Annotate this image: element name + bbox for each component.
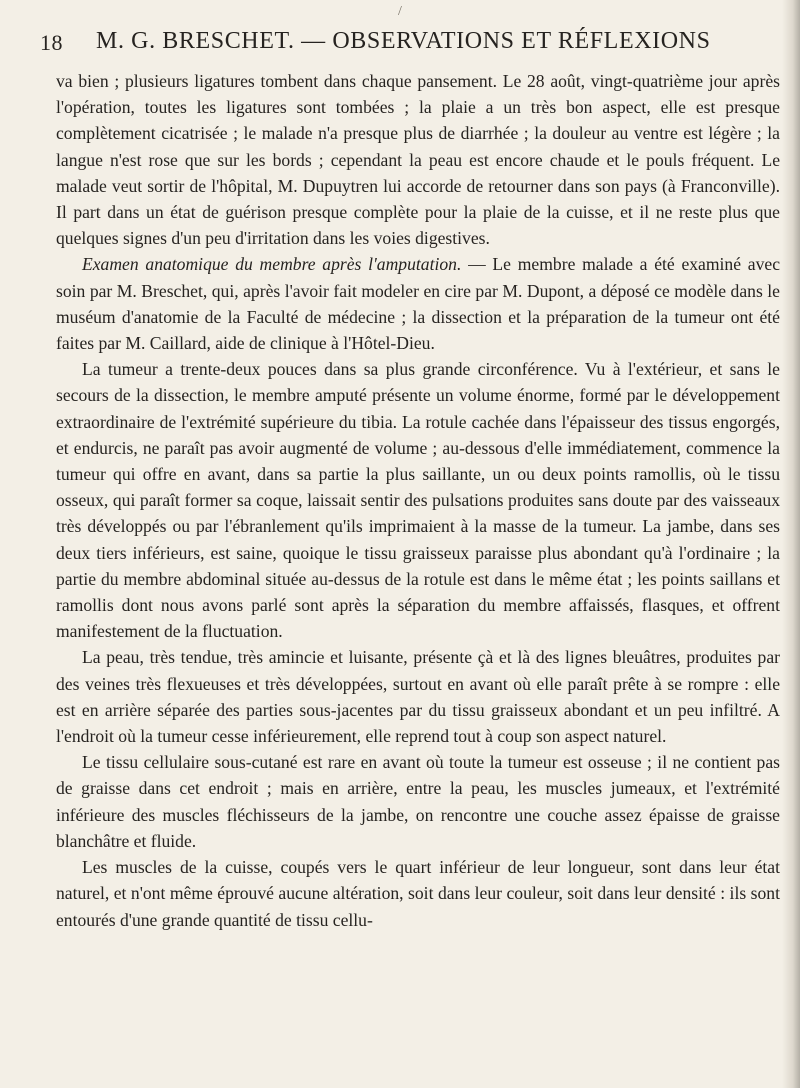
paragraph-4 xyxy=(56,644,780,749)
paragraph-2-text: — Le membre malade a été examiné avec soin par M. Breschet, qui, après l'avoir fait modeler en cire par M. Dupont, a déposé ce modèle dans le muséum d'anatomie de la Faculté de médecine ; la dissection et la préparation de la tumeur ont été faites par M. Caillard, aide de clinique à l'Hôtel-Dieu. xyxy=(56,254,781,354)
page-number: 18 xyxy=(40,30,63,55)
paragraph-1-text: va bien ; plusieurs ligatures tombent dans chaque pansement. Le 28 août, vingt-quatrième jour après l'opération, toutes les ligatures sont tombées ; la plaie a un très bon aspect, elle est presque complètement cicatrisée ; le malade n'a presque plus de diarrhée ; la douleur au ventre est légère ; la langue n'est rose que sur les bords ; cependant la peau est encore chaude et le pouls fréquent. Le malade veut sortir de l'hôpital, M. Dupuytren lui accorde de retourner dans son pays (à Franconville). Il part dans un état de guérison presque complète pour la plaie de la cuisse, et il ne reste plus que quelques signes d'un peu d'irritation dans les voies digestives. xyxy=(56,71,780,249)
paragraph-2 xyxy=(56,251,780,356)
top-mark: / xyxy=(398,4,402,19)
header-title: M. G. BRESCHET. — OBSERVATIONS ET RÉFLEXIONS xyxy=(96,28,711,54)
paragraph-5 xyxy=(56,749,780,854)
paragraph-6-text: Les muscles de la cuisse, coupés vers le quart inférieur de leur longueur, sont dans leur état naturel, et n'ont même éprouvé aucune altération, soit dans leur couleur, soit dans leur densité : ils sont entourés d'une grande quantité de tissu cellu- xyxy=(56,857,780,930)
paragraph-1 xyxy=(56,68,780,251)
running-head xyxy=(40,20,780,60)
paragraph-3-text: La tumeur a trente-deux pouces dans sa plus grande circonférence. Vu à l'extérieur, et sans le secours de la dissection, le membre amputé présente un volume énorme, formé par le développement extraordinaire de l'extrémité supérieure du tibia. La rotule cachée dans l'épaisseur des tissus engorgés, et endurcis, ne paraît pas avoir augmenté de volume ; au-dessous d'elle immédiatement, commence la tumeur qui offre en avant, dans sa partie la plus saillante, un ou deux points ramollis, où le tissu osseux, qui paraît former sa coque, laissait sentir des pulsations produites sans doute par des vaisseaux très développés ou par l'ébranlement qu'ils imprimaient à la masse de la tumeur. La jambe, dans ses deux tiers inférieurs, est saine, quoique le tissu graisseux paraisse plus abondant qu'à l'ordinaire ; la partie du membre abdominal située au-dessus de la rotule est dans le même état ; les points saillans et ramollis dont nous avons parlé sont après la séparation du membre affaissés, flasques, et offrent manifestement de la fluctuation. xyxy=(56,359,780,642)
paragraph-5-text: Le tissu cellulaire sous-cutané est rare en avant où toute la tumeur est osseuse ; il ne contient pas de graisse dans cet endroit ; mais en arrière, entre la peau, les muscles jumeaux, et l'extrémité inférieure des muscles fléchisseurs de la jambe, on rencontre une couche assez épaisse de graisse blanchâtre et fluide. xyxy=(56,752,780,851)
section-heading: Examen anatomique du membre après l'amputation. xyxy=(82,254,462,275)
paragraph-4-text: La peau, très tendue, très amincie et luisante, présente çà et là des lignes bleuâtres, produites par des veines très flexueuses et très développées, surtout en avant où elle paraît prête à se rompre : elle est en arrière séparée des parties sous-jacentes par du tissu graisseux abondant et un peu infiltré. A l'endroit où la tumeur cesse inférieurement, elle reprend tout à coup son aspect naturel. xyxy=(56,647,780,747)
paragraph-6 xyxy=(56,854,780,933)
body-text xyxy=(56,68,780,933)
page-edge-shadow xyxy=(782,0,800,1088)
paragraph-3 xyxy=(56,356,780,644)
